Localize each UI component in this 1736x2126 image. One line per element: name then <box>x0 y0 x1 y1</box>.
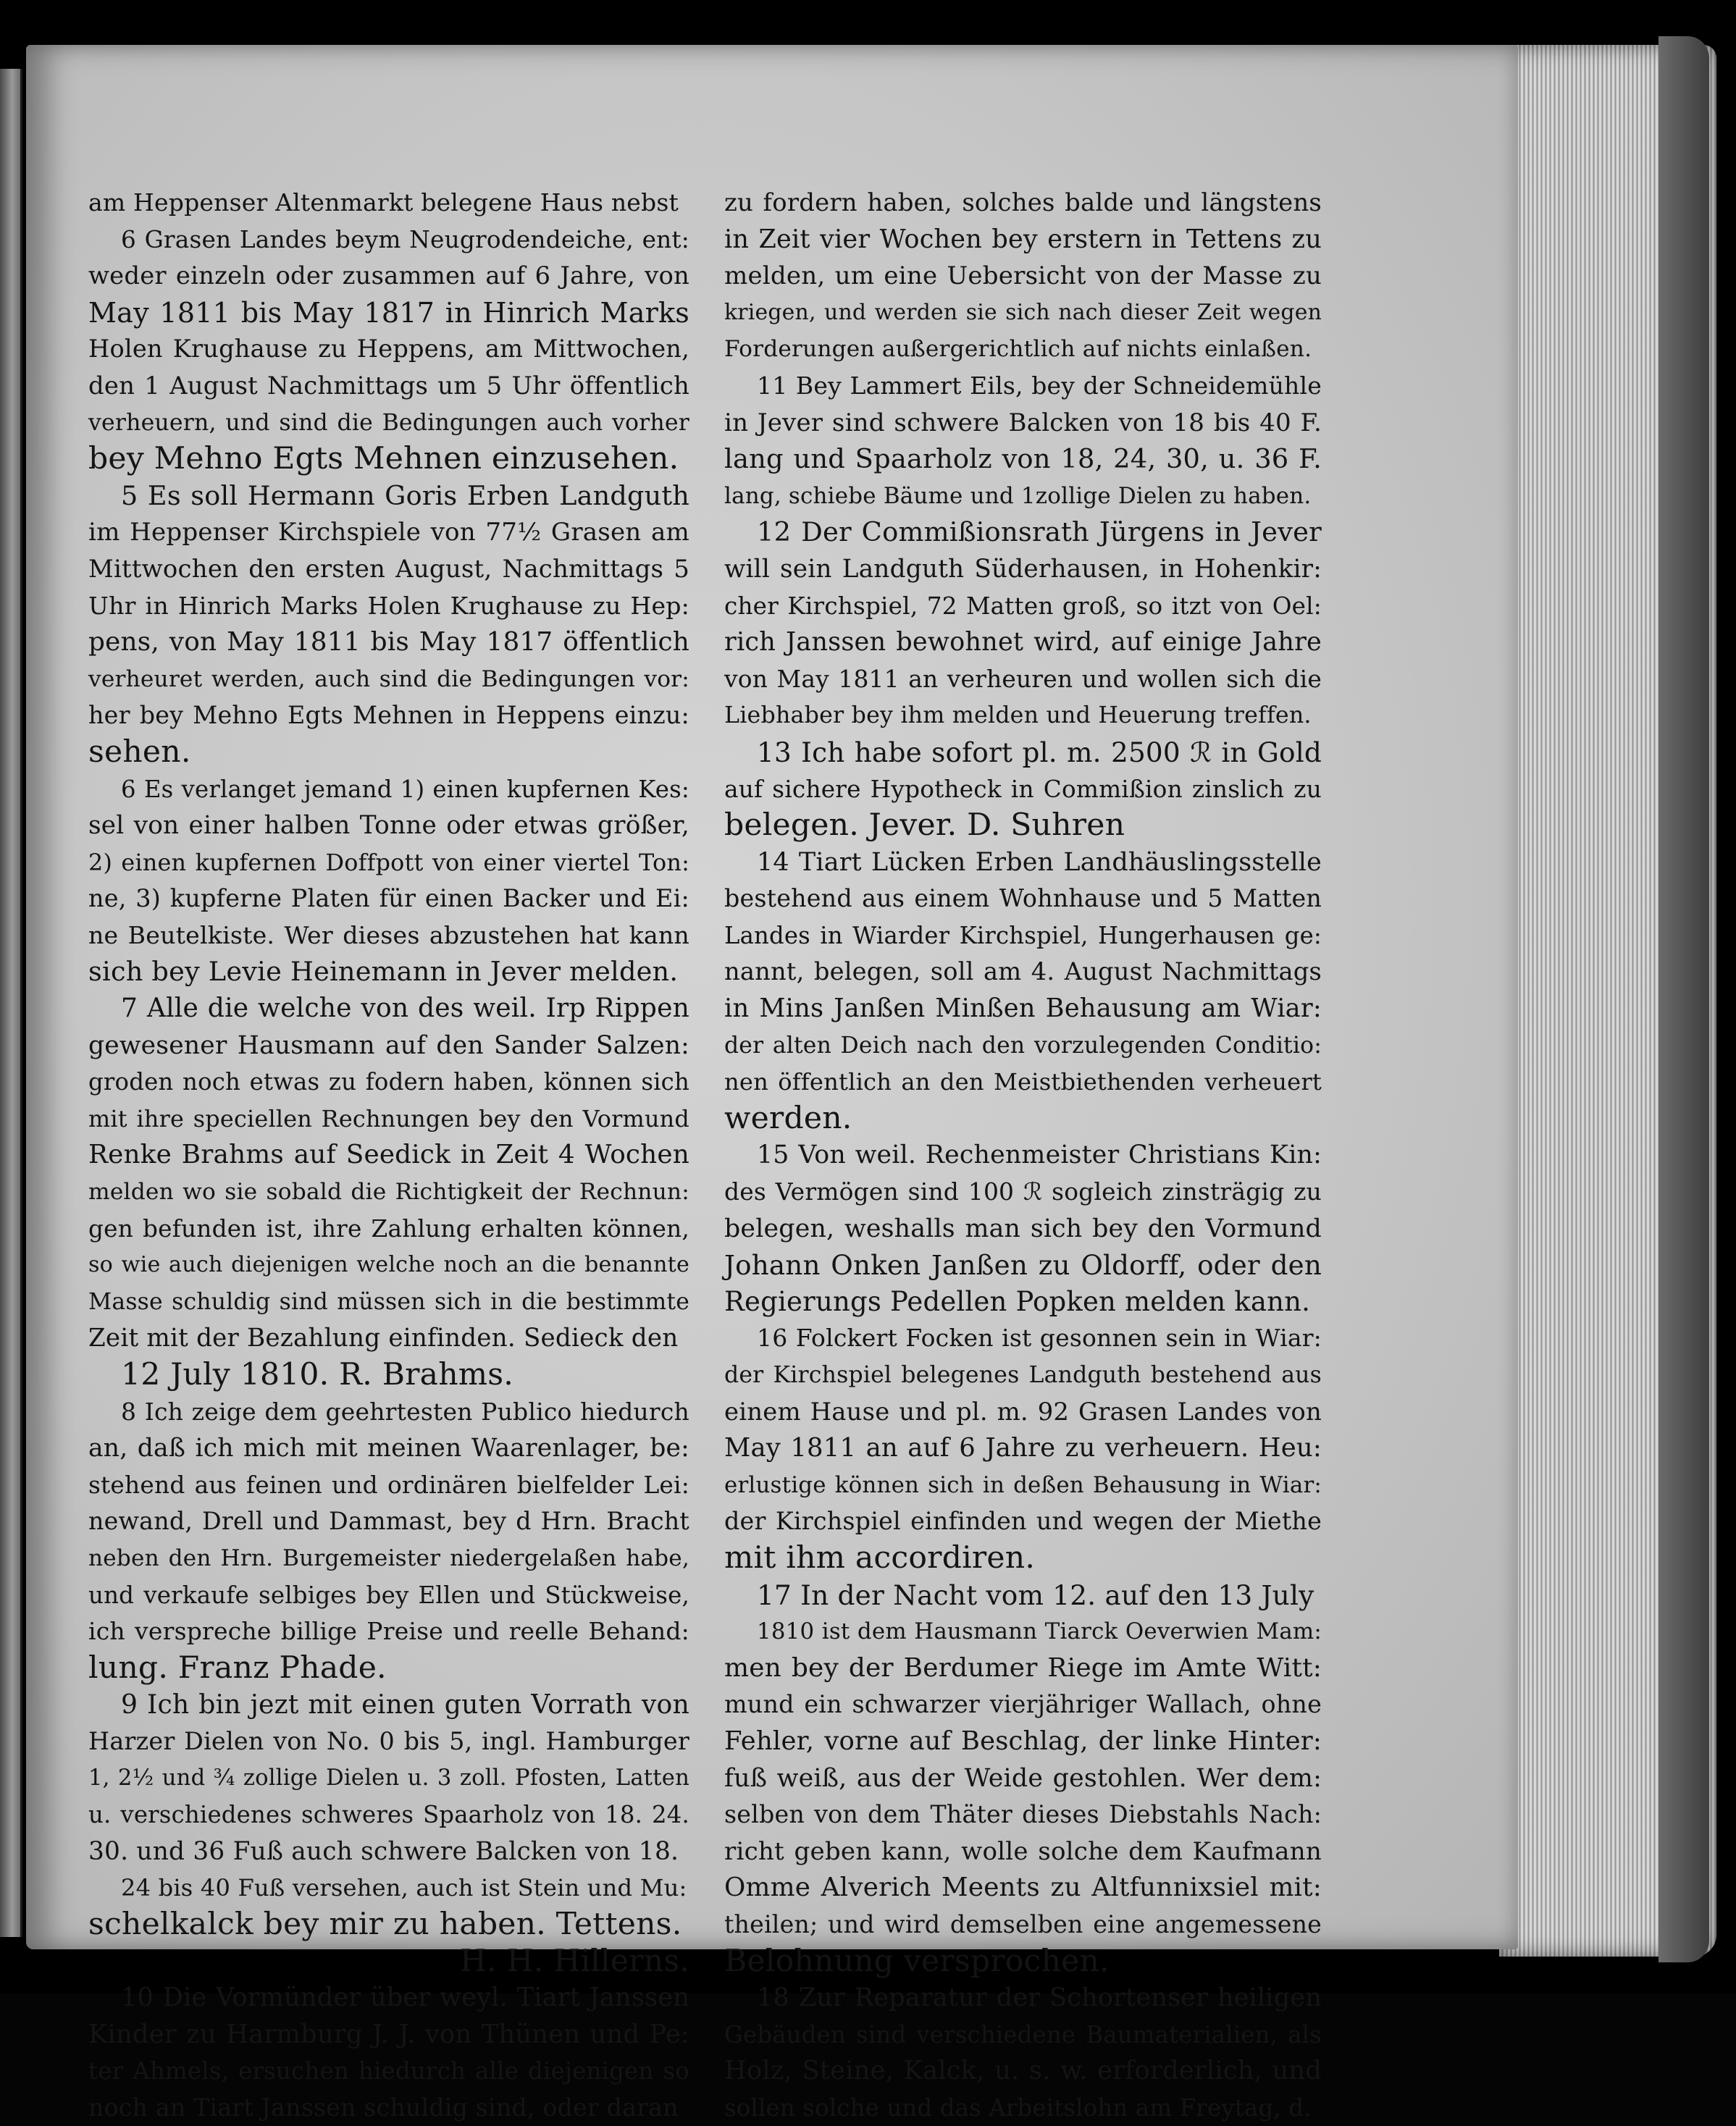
right-column-line: melden, um eine Uebersicht von der Masse zu <box>724 261 1322 291</box>
left-column-line: groden noch etwas zu fodern haben, können sich <box>88 1068 689 1096</box>
left-column-line: Uhr in Hinrich Marks Holen Krughause zu Hep: <box>88 591 689 620</box>
left-column-line: stehend aus feinen und ordinären bielfelder Lei: <box>88 1471 689 1499</box>
right-column-line: fuß weiß, aus der Weide gestohlen. Wer dem: <box>724 1763 1322 1793</box>
left-column-line: Renke Brahms auf Seedick in Zeit 4 Wochen <box>88 1140 689 1170</box>
right-column-line: einem Hause und pl. m. 92 Grasen Landes von <box>724 1397 1322 1426</box>
left-column-line: im Heppenser Kirchspiele von 77½ Grasen am <box>88 518 689 547</box>
right-column-line: mit ihm accordiren. <box>724 1539 1036 1576</box>
right-column-line: Forderungen außergerichtlich auf nichts einlaßen. <box>724 336 1312 363</box>
book-cover-edge <box>1659 36 1709 1962</box>
right-column-line: der Kirchspiel belegenes Landguth bestehend aus <box>724 1362 1322 1388</box>
left-column-line: Mittwochen den ersten August, Nachmittags 5 <box>88 554 689 584</box>
left-column-line: so wie auch diejenigen welche noch an die benannte <box>88 1252 689 1278</box>
left-column-line: Kinder zu Harmburg J. J. von Thünen und Pe: <box>88 2019 689 2049</box>
left-column-line: u. verschiedenes schweres Spaarholz von 18. 24. <box>88 1801 689 1829</box>
right-column-line: 12 Der Commißionsrath Jürgens in Jever <box>757 516 1322 548</box>
right-column-line: in Jever sind schwere Balcken von 18 bis 40 F. <box>724 408 1322 437</box>
right-column-line: richt geben kann, wolle solche dem Kaufmann <box>724 1836 1322 1866</box>
left-column-line: ne, 3) kupferne Platen für einen Backer und Ei: <box>88 884 689 913</box>
right-column-line: 11 Bey Lammert Eils, bey der Schneidemühle <box>757 371 1322 400</box>
right-column-line: belegen, weshalls man sich bey den Vormund <box>724 1214 1322 1243</box>
left-column-line: neben den Hrn. Burgemeister niedergelaßen habe, <box>88 1545 689 1571</box>
left-column-line: 12 July 1810. R. Brahms. <box>121 1357 513 1392</box>
left-column-line: bey Mehno Egts Mehnen einzusehen. <box>88 441 679 477</box>
left-column-line: den 1 August Nachmittags um 5 Uhr öffentlich <box>88 371 689 400</box>
right-column-line: Gebäuden sind verschiedene Baumaterialien, als <box>724 2020 1322 2049</box>
left-column-line: 8 Ich zeige dem geehrtesten Publico hiedurch <box>121 1397 689 1426</box>
left-column-line: gewesener Hausmann auf den Sander Salzen: <box>88 1030 689 1060</box>
left-column-line: verheuret werden, auch sind die Bedingungen vor: <box>88 665 689 692</box>
right-column-line: will sein Landguth Süderhausen, in Hohenkir: <box>724 554 1322 584</box>
right-column-line: 14 Tiart Lücken Erben Landhäuslingsstelle <box>757 847 1322 877</box>
right-column-line: 15 Von weil. Rechenmeister Christians Kin: <box>757 1140 1322 1170</box>
previous-page-edge <box>0 69 22 1937</box>
left-column-line: 6 Grasen Landes beym Neugrodendeiche, ent: <box>121 225 689 253</box>
left-column-line: 30. und 36 Fuß auch schwere Balcken von 18. <box>88 1836 679 1866</box>
left-column-line: melden wo sie sobald die Richtigkeit der Rechnun: <box>88 1179 689 1206</box>
right-column-line: Regierungs Pedellen Popken melden kann. <box>724 1285 1311 1317</box>
left-column-line: 10 Die Vormünder über weyl. Tiart Janssen <box>121 1983 689 2013</box>
left-column-line: Zeit mit der Bezahlung einfinden. Sedieck den <box>88 1324 679 1353</box>
left-column-line: am Heppenser Altenmarkt belegene Haus nebst <box>88 188 679 217</box>
left-column-line: 9 Ich bin jezt mit einen guten Vorrath von <box>121 1689 689 1720</box>
left-column-line: sich bey Levie Heinemann in Jever melden. <box>88 956 679 988</box>
right-column-line: rich Janssen bewohnet wird, auf einige Jahre <box>724 627 1322 657</box>
right-column-line: theilen; und wird demselben eine angemessene <box>724 1909 1322 1938</box>
right-column-line: selben von dem Thäter dieses Diebstahls Nach: <box>724 1800 1322 1829</box>
left-column-line: H. H. Hillerns. <box>459 1943 689 1979</box>
left-column-line: und verkaufe selbiges bey Ellen und Stückweise, <box>88 1581 689 1609</box>
right-column-line: werden. <box>724 1100 852 1136</box>
right-column-line: der alten Deich nach den vorzulegenden Conditio: <box>724 1032 1322 1059</box>
left-column-line: lung. Franz Phade. <box>88 1650 387 1686</box>
right-column-line: 18 Zur Reparatur der Schortenser heiligen <box>757 1983 1322 2013</box>
right-column-line: der Kirchspiel einfinden und wegen der Miethe <box>724 1507 1322 1536</box>
left-column-line: Masse schuldig sind müssen sich in die bestimmte <box>88 1288 689 1315</box>
right-column-line: Omme Alverich Meents zu Altfunnixsiel mit: <box>724 1873 1322 1903</box>
right-column-line: 13 Ich habe sofort pl. m. 2500 ℛ in Gold <box>757 736 1322 768</box>
right-column-line: cher Kirchspiel, 72 Matten groß, so itzt von Oel: <box>724 592 1322 620</box>
right-column-line: in Zeit vier Wochen bey erstern in Tettens zu <box>724 224 1322 254</box>
right-column-line: mund ein schwarzer vierjähriger Wallach, ohne <box>724 1690 1322 1719</box>
right-column-line: May 1811 an auf 6 Jahre zu verheuern. Heu: <box>724 1433 1322 1463</box>
right-column-line: nannt, belegen, soll am 4. August Nachmittags <box>724 957 1322 986</box>
left-column-line: ter Ahmels, ersuchen hiedurch alle diejenigen so <box>88 2057 689 2085</box>
right-column-line: zu fordern haben, solches balde und längstens <box>724 188 1322 217</box>
right-column-line: bestehend aus einem Wohnhause und 5 Matten <box>724 884 1322 913</box>
left-column-line: 2) einen kupfernen Doffpott von einer viertel Ton: <box>88 848 689 876</box>
left-column-line: 7 Alle die welche von des weil. Irp Rippen <box>121 993 689 1024</box>
left-column-line: 6 Es verlanget jemand 1) einen kupfernen Kes: <box>121 775 689 803</box>
left-text-column <box>88 185 689 2126</box>
left-column-line: noch an Tiart Janssen schuldig sind, oder daran <box>88 2093 679 2122</box>
right-column-line: von May 1811 an verheuren und wollen sich die <box>724 665 1322 693</box>
right-column-line: 17 In der Nacht vom 12. auf den 13 July <box>757 1579 1314 1611</box>
left-column-line: schelkalck bey mir zu haben. Tettens. <box>88 1906 682 1942</box>
right-column-line: des Vermögen sind 100 ℛ sogleich zinsträgig zu <box>724 1177 1322 1206</box>
left-column-line: mit ihre speciellen Rechnungen bey den Vormund <box>88 1104 689 1133</box>
right-column-line: kriegen, und werden sie sich nach dieser Zeit wegen <box>724 299 1322 325</box>
right-column-line: Belohnung versprochen. <box>724 1943 1110 1979</box>
right-column-line: in Mins Janßen Minßen Behausung am Wiar: <box>724 993 1322 1024</box>
right-column-line: men bey der Berdumer Riege im Amte Witt: <box>724 1652 1322 1683</box>
left-column-line: weder einzeln oder zusammen auf 6 Jahre, von <box>88 261 689 290</box>
right-text-column <box>724 185 1322 2126</box>
right-column-line: erlustige können sich in deßen Behausung in Wiar: <box>724 1471 1322 1498</box>
right-column-line: belegen. Jever. D. Suhren <box>724 807 1125 844</box>
left-column-line: sel von einer halben Tonne oder etwas größer, <box>88 811 689 841</box>
right-column-line: Landes in Wiarder Kirchspiel, Hungerhausen ge: <box>724 921 1322 949</box>
left-column-line: sehen. <box>88 734 191 770</box>
left-column-line: Harzer Dielen von No. 0 bis 5, ingl. Hamburger <box>88 1726 689 1755</box>
left-column-line: ne Beutelkiste. Wer dieses abzustehen hat kann <box>88 920 689 949</box>
left-column-line: 5 Es soll Hermann Goris Erben Landguth <box>121 479 689 511</box>
right-column-line: sollen solche und das Arbeitslohn am Freytag, d. <box>724 2093 1312 2122</box>
left-column-line: 1, 2½ und ¾ zollige Dielen u. 3 zoll. Pfosten, Latten <box>88 1765 689 1791</box>
right-column-line: Holz, Steine, Kalck, u. s. w. erforderlich, und <box>724 2056 1322 2086</box>
left-column-line: Holen Krughause zu Heppens, am Mittwochen, <box>88 335 689 364</box>
right-column-line: Johann Onken Janßen zu Oldorff, oder den <box>724 1249 1322 1282</box>
right-column-line: 16 Folckert Focken ist gesonnen sein in Wiar: <box>757 1324 1322 1353</box>
right-column-line: auf sichere Hypotheck in Commißion zinslich zu <box>724 775 1322 803</box>
right-column-line: lang, schiebe Bäume und 1zollige Dielen zu haben. <box>724 482 1312 509</box>
left-column-line: an, daß ich mich mit meinen Waarenlager, be: <box>88 1434 689 1463</box>
left-column-line: gen befunden ist, ihre Zahlung erhalten können, <box>88 1214 689 1243</box>
left-column-line: 24 bis 40 Fuß versehen, auch ist Stein und Mu: <box>121 1874 687 1902</box>
right-column-line: 1810 ist dem Hausmann Tiarck Oeverwien Mam: <box>757 1618 1322 1645</box>
right-column-line: nen öffentlich an den Meistbiethenden verheuert <box>724 1068 1322 1096</box>
left-column-line: verheuern, und sind die Bedingungen auch vorher <box>88 409 689 436</box>
right-column-line: lang und Spaarholz von 18, 24, 30, u. 36 F. <box>724 443 1322 475</box>
left-column-line: ich verspreche billige Preise und reelle Behand: <box>88 1617 689 1646</box>
left-column-line: May 1811 bis May 1817 in Hinrich Marks <box>88 296 689 329</box>
left-column-line: newand, Drell und Dammast, bey d Hrn. Bracht <box>88 1507 689 1536</box>
left-column-line: pens, von May 1811 bis May 1817 öffentlich <box>88 627 689 657</box>
right-column-line: Liebhaber bey ihm melden und Heuerung treffen. <box>724 702 1312 729</box>
right-column-line: Fehler, vorne auf Beschlag, der linke Hinter: <box>724 1726 1322 1756</box>
left-column-line: her bey Mehno Egts Mehnen in Heppens einzu: <box>88 701 689 730</box>
